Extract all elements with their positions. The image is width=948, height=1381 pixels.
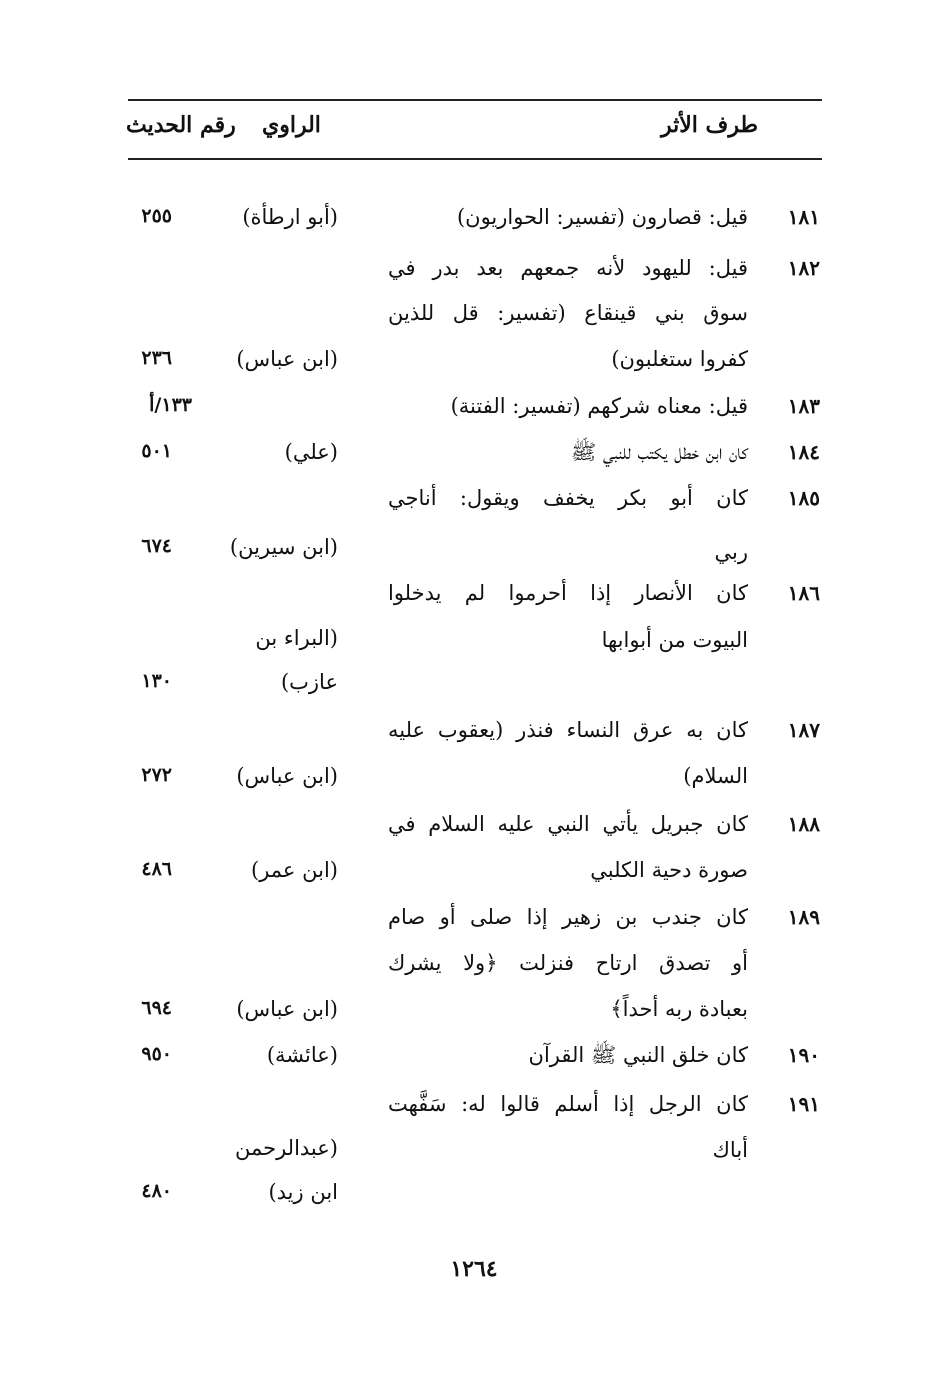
entry-number: ١٨٤	[787, 440, 820, 464]
entry-narrator: (علي)	[284, 440, 338, 464]
entry-text-line: ربي	[714, 540, 748, 564]
header-bottom-rule	[128, 158, 822, 160]
page-number: ١٢٦٤	[450, 1256, 498, 1282]
entry-narrator: ابن زيد)	[268, 1180, 338, 1204]
entry-text-line: قيل: قصارون (تفسير: الحواريون)	[456, 205, 748, 229]
entry-text-line: قيل: لليهود لأنه جمعهم بعد بدر في	[388, 256, 748, 280]
entry-text-line: كان خلق النبي ﷺ القرآن	[528, 1043, 748, 1067]
entry-narrator: (أبو ارطأة)	[242, 205, 338, 229]
entry-number: ١٨٧	[787, 718, 820, 742]
entry-narrator: (البراء بن	[255, 626, 338, 650]
entry-text-line: أباك	[712, 1138, 748, 1162]
entry-text-line: كان به عرق النساء فنذر (يعقوب عليه	[388, 718, 748, 742]
entry-hadith-ref: ٢٧٢	[141, 764, 172, 786]
entry-text-line: سوق بني قينقاع (تفسير: قل للذين	[388, 301, 748, 325]
entry-text-line: السلام)	[683, 764, 748, 788]
entry-hadith-ref: ٦٧٤	[141, 535, 172, 557]
header-hadith-number: رقم الحديث	[126, 112, 236, 138]
entry-number: ١٨٦	[787, 581, 820, 605]
entry-number: ١٩٠	[787, 1043, 820, 1067]
entry-hadith-ref: ١٣٣/أ	[149, 394, 192, 416]
entry-hadith-ref: ٤٨٦	[141, 858, 172, 880]
entry-narrator: (عائشة)	[266, 1043, 338, 1067]
entry-hadith-ref: ٦٩٤	[141, 997, 172, 1019]
entry-narrator: (ابن عباس)	[236, 764, 338, 788]
entry-hadith-ref: ٢٥٥	[141, 205, 172, 227]
entry-number: ١٨٥	[787, 486, 820, 510]
entry-narrator: عازب)	[280, 670, 338, 694]
entry-text-line: كفروا ستغلبون)	[611, 347, 748, 371]
entry-text-line: كان أبو بكر يخفف ويقول: أناجي	[388, 486, 748, 510]
entry-text-line: أو تصدق ارتاح فنزلت ﴿ولا يشرك	[388, 951, 748, 975]
entry-hadith-ref: ٥٠١	[141, 440, 172, 462]
entry-narrator: (عبدالرحمن	[234, 1136, 338, 1160]
entry-text-line: البيوت من أبوابها	[601, 628, 748, 652]
entry-narrator: (ابن عمر)	[251, 858, 338, 882]
entry-narrator: (ابن عباس)	[236, 347, 338, 371]
entry-narrator: (ابن عباس)	[236, 997, 338, 1021]
entry-number: ١٨٣	[787, 394, 820, 418]
entry-number: ١٨٨	[787, 812, 820, 836]
entry-narrator: (ابن سيرين)	[229, 535, 338, 559]
entry-number: ١٩١	[787, 1092, 820, 1116]
entry-hadith-ref: ١٣٠	[141, 670, 172, 692]
entry-hadith-ref: ٤٨٠	[141, 1180, 172, 1202]
entry-number: ١٨٢	[787, 256, 820, 280]
entry-text-line: كان ابن خطل يكتب للنبي ﷺ	[570, 440, 748, 464]
entry-text-line: كان جندب بن زهير إذا صلى أو صام	[388, 905, 748, 929]
entry-text-line: صورة دحية الكلبي	[590, 858, 748, 882]
header-narrator: الراوي	[262, 112, 321, 138]
entry-text-line: كان الرجل إذا أسلم قالوا له: سَفَّهت	[388, 1092, 748, 1116]
entry-hadith-ref: ٢٣٦	[141, 347, 172, 369]
top-rule	[128, 99, 822, 101]
entry-number: ١٨٩	[787, 905, 820, 929]
header-athar: طرف الأثر	[660, 112, 758, 138]
entry-text-line: كان جبريل يأتي النبي عليه السلام في	[388, 812, 748, 836]
entry-text-line: قيل: معناه شركهم (تفسير: الفتنة)	[450, 394, 748, 418]
entry-number: ١٨١	[787, 205, 820, 229]
entry-hadith-ref: ٩٥٠	[141, 1043, 172, 1065]
entry-text-line: كان الأنصار إذا أحرموا لم يدخلوا	[388, 581, 748, 605]
entry-text-line: بعبادة ربه أحداً﴾	[610, 997, 748, 1021]
